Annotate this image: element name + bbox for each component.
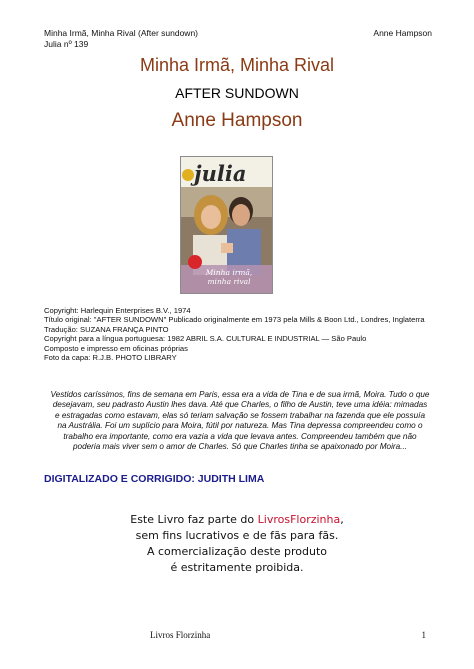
livrosflorzinha-link[interactable]: LivrosFlorzinha xyxy=(257,513,341,526)
synopsis-line: Vestidos caríssimos, fins de semana em Paris, essa era a vida de Tina e de sua irmã, Moira. Tudo o que xyxy=(50,390,430,399)
cover-title-line2: minha rival xyxy=(207,277,251,286)
notice-line-3: A comercialização deste produto xyxy=(146,545,328,558)
cover-title-line1: Minha irmã, xyxy=(205,268,253,277)
synopsis-paragraph xyxy=(44,390,436,452)
book-cover-image xyxy=(180,156,273,294)
copyright-line: Tradução: SUZANA FRANÇA PINTO xyxy=(44,324,169,334)
cover-brand: julia xyxy=(194,161,247,186)
synopsis-line: desejavam, seu padrasto Austin lhes dava. Até que Charles, o filho de Austin, teve uma idéia: mimadas xyxy=(52,400,428,410)
notice-line-4: é estritamente proibida. xyxy=(170,561,304,574)
copyright-line: Copyright para a língua portuguesa: 1982 ABRIL S.A. CULTURAL E INDUSTRIAL — São Paulo xyxy=(44,334,367,344)
synopsis-line: poderia mais viver sem o amor de Charles. Só que Charles tinha se apaixonado por Moira... xyxy=(72,442,408,452)
running-header-left xyxy=(44,28,198,50)
cover-illustration xyxy=(181,157,272,293)
synopsis-line: na Austrália. Foi um suplício para Moira, fútil por natureza. Mas Tina depressa compreendeu como o xyxy=(57,421,423,431)
copyright-line: Foto da capa: R.J.B. PHOTO LIBRARY xyxy=(44,353,177,363)
digitalized-credit: DIGITALIZADO E CORRIGIDO: JUDITH LIMA xyxy=(44,473,265,485)
copyright-line: Copyright: Harlequin Enterprises B.V., 1974 xyxy=(44,306,191,315)
synopsis-line: e estragadas como estavam, elas só teriam salvação se fossem trabalhar na fazenda que ele possuía xyxy=(54,410,425,420)
original-title: AFTER SUNDOWN xyxy=(175,85,299,101)
copyright-line: Título original: "AFTER SUNDOWN" Publicado originalmente em 1973 pela Mills & Boon Ltd., Londres, Inglaterra xyxy=(44,315,425,325)
notice-suffix: , xyxy=(340,513,344,526)
synopsis-line: trabalho era importante, como era vazia a vida que levava antes. Compreendeu também que não xyxy=(63,431,417,441)
author-name: Anne Hampson xyxy=(171,110,303,131)
book-title: Minha Irmã, Minha Rival xyxy=(139,55,335,75)
copyright-line: Composto e impresso em oficinas próprias xyxy=(44,343,188,353)
header-author: Anne Hampson xyxy=(373,28,432,38)
page-number: 1 xyxy=(421,630,426,640)
distribution-notice xyxy=(0,512,474,576)
notice-prefix: Este Livro faz parte do xyxy=(130,513,258,526)
notice-line-1 xyxy=(0,512,474,528)
footer-site-name: Livros Florzinha xyxy=(150,630,211,640)
header-book-title: Minha Irmã, Minha Rival (After sundown) xyxy=(44,28,199,38)
copyright-block xyxy=(44,306,425,362)
notice-line-2: sem fins lucrativos e de fãs para fãs. xyxy=(135,529,339,542)
header-series-number: Julia nº 139 xyxy=(44,39,89,49)
